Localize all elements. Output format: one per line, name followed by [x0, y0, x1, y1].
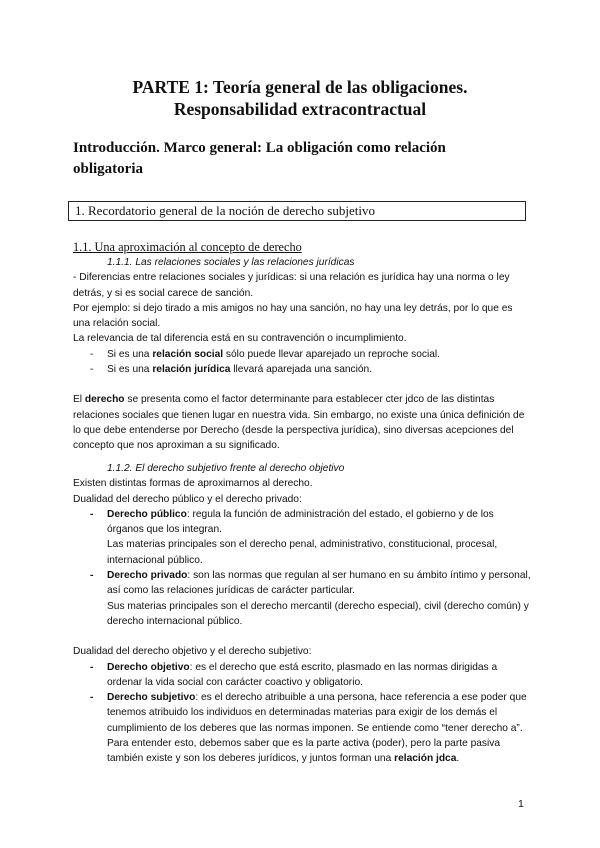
objective-subjective-list — [73, 660, 531, 767]
section-1-heading-box: 1. Recordatorio general de la noción de derecho subjetivo — [68, 201, 526, 221]
paragraph-formas: Existen distintas formas de aproximarnos al derecho. — [73, 478, 313, 490]
list-item-derecho-privado: - Derecho privado: son las normas que regulan al ser humano en su ámbito íntimo y personal, así como las relaciones jurídicas de carácter particular. Sus materias principales son el derecho mercantil (derecho especial), civil (derecho común) y derecho internacional público. — [73, 568, 531, 629]
paragraph-dualidad-publico-privado: Dualidad del derecho público y el derecho privado: — [73, 493, 302, 505]
section-1-1-2 — [73, 461, 531, 767]
paragraph-relevance: La relevancia de tal diferencia está en su contravención o incumplimiento. — [73, 333, 407, 345]
page-number: 1 — [518, 798, 524, 810]
subsection-1-1-1-heading: 1.1.1. Las relaciones sociales y las relaciones jurídicas — [107, 257, 355, 268]
list-item-derecho-publico: - Derecho público: regula la función de administración del estado, el gobierno y de los órganos que los integran. Las materias principales son el derecho penal, administrativo, constitucional, procesal, internacional público. — [73, 507, 531, 568]
paragraph-example: Por ejemplo: si dejo tirado a mis amigos no hay una sanción, no hay una ley detrás, por lo que es una relación social. — [73, 302, 513, 330]
introduction-heading: Introducción. Marco general: La obligación como relación obligatoria — [73, 140, 446, 177]
paragraph-dualidad-objetivo-subjetivo: Dualidad del derecho objetivo y el derecho subjetivo: — [73, 646, 312, 658]
paragraph-derecho: El derecho se presenta como el factor determinante para establecer cter jdco de las distintas relaciones sociales que tienen lugar en nuestra vida. Sin embargo, no existe una única definición de lo que debe entenderse por Derecho (desde la perspectiva jurídica), sino diversas acepciones del concepto que nos aproximan a su significado. — [73, 394, 525, 452]
derecho-publico-materias: Las materias principales son el derecho penal, administrativo, constitucional, procesal, internacional público. — [107, 539, 498, 566]
list-item-social: - Si es una relación social sólo puede llevar aparejado un reproche social. — [73, 347, 531, 362]
derecho-privado-materias: Sus materias principales son el derecho mercantil (derecho especial), civil (derecho común) y derecho internacional público. — [107, 600, 529, 627]
paragraph-differences: - Diferencias entre relaciones sociales y jurídicas: si una relación es jurídica hay una norma o ley detrás, y si es social carece de sanción. — [73, 272, 510, 299]
part-title — [0, 76, 600, 120]
list-item-derecho-objetivo: - Derecho objetivo: es el derecho que está escrito, plasmado en las normas dirigidas a ordenar la vida social con carácter coactivo y obligatorio. — [73, 660, 531, 691]
subsection-1-1-2-heading: 1.1.2. El derecho subjetivo frente al derecho objetivo — [107, 463, 345, 474]
list-item-juridica: - Si es una relación jurídica llevará aparejada una sanción. — [73, 362, 531, 377]
public-private-list — [73, 507, 531, 629]
relation-list — [73, 347, 531, 378]
section-1-1-1 — [73, 255, 531, 454]
subsection-1-1-heading: 1.1. Una aproximación al concepto de derecho — [73, 240, 302, 254]
derecho-subjetivo-explicacion: Para entender esto, debemos saber que es la parte activa (poder), pero la parte pasiva también existe y son los deberes jurídicos, y juntos forman una relación jdca. — [107, 738, 501, 765]
part-title-line-1: PARTE 1: Teoría general de las obligaciones. — [132, 77, 468, 97]
part-title-line-2: Responsabilidad extracontractual — [173, 99, 427, 119]
list-item-derecho-subjetivo: - Derecho subjetivo: es el derecho atribuible a una persona, hace referencia a ese poder que tenemos atribuido los individuos en determinadas materias para exigir de los demás el cumplimiento de los deberes que las normas imponen. Se entiende como “tener derecho a”. Para entender esto, debemos saber que es la parte activa (poder), pero la parte pasiva también existe y son los deberes jurídicos, y juntos forman una relación jdca. — [73, 690, 531, 766]
